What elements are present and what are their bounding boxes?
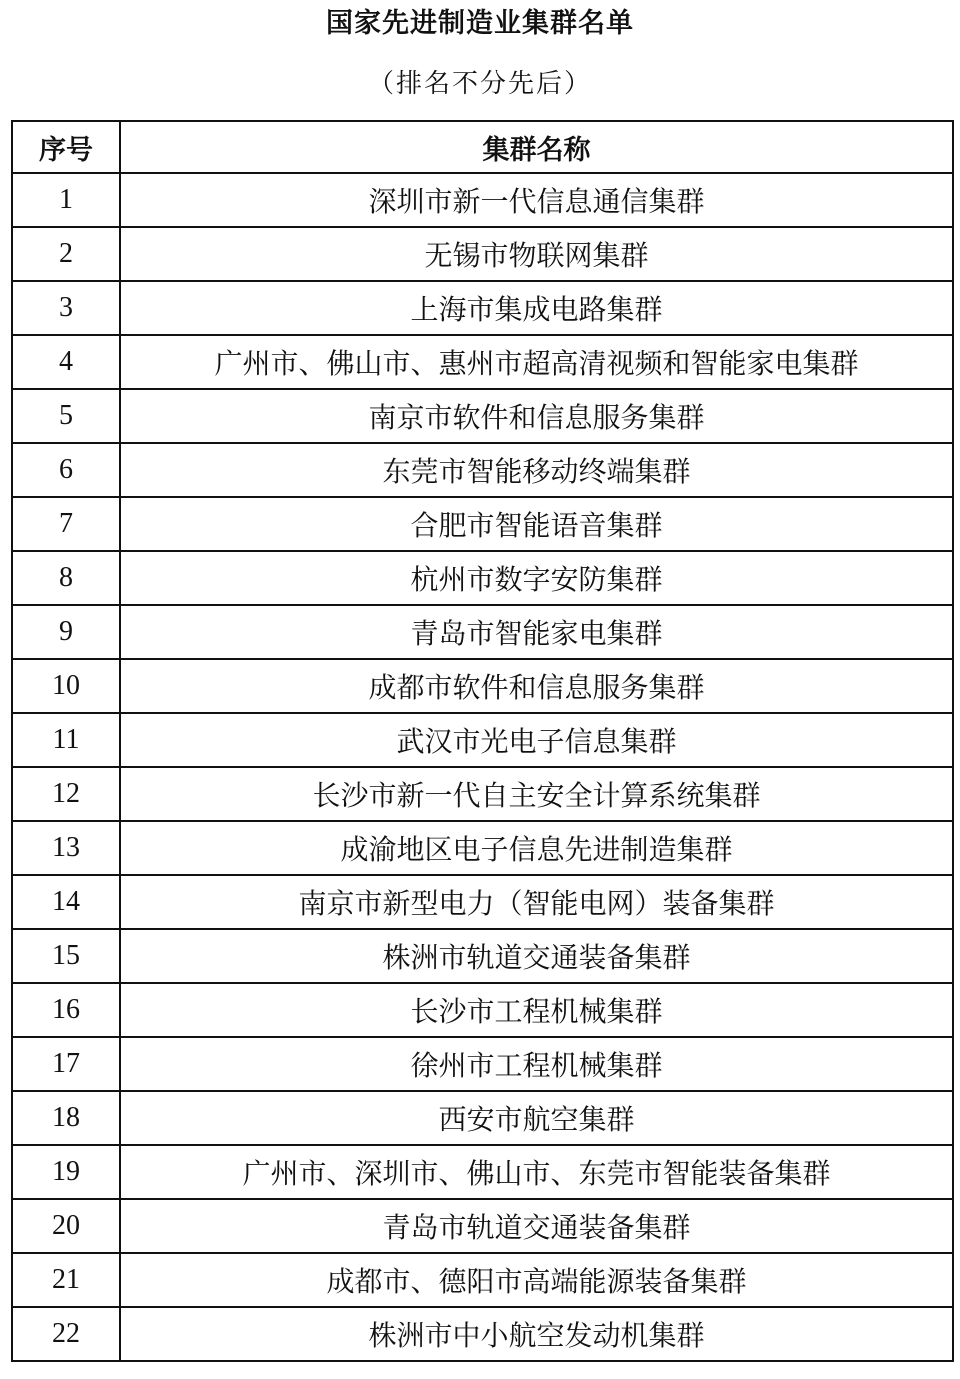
table-row (12, 659, 953, 713)
table-row (12, 389, 953, 443)
row-seq: 9 (12, 605, 120, 659)
table-row (12, 1199, 953, 1253)
row-seq: 16 (12, 983, 120, 1037)
row-cluster-name: 东莞市智能移动终端集群 (120, 443, 953, 497)
table-row (12, 173, 953, 227)
table-row (12, 605, 953, 659)
row-cluster-name: 无锡市物联网集群 (120, 227, 953, 281)
row-seq: 2 (12, 227, 120, 281)
table-row (12, 1253, 953, 1307)
row-cluster-name: 西安市航空集群 (120, 1091, 953, 1145)
table-row (12, 1091, 953, 1145)
row-seq: 1 (12, 173, 120, 227)
row-cluster-name: 上海市集成电路集群 (120, 281, 953, 335)
table-row (12, 443, 953, 497)
header-seq: 序号 (12, 121, 120, 173)
row-cluster-name: 武汉市光电子信息集群 (120, 713, 953, 767)
table-row (12, 227, 953, 281)
header-cluster-name: 集群名称 (120, 121, 953, 173)
row-seq: 7 (12, 497, 120, 551)
row-seq: 22 (12, 1307, 120, 1361)
document-subtitle: （排名不分先后） (367, 69, 592, 99)
table-row (12, 821, 953, 875)
table-row (12, 281, 953, 335)
row-seq: 19 (12, 1145, 120, 1199)
document-title: 国家先进制造业集群名单 (326, 8, 634, 39)
cluster-list-table (11, 120, 954, 1362)
table-row (12, 929, 953, 983)
row-seq: 18 (12, 1091, 120, 1145)
row-cluster-name: 南京市软件和信息服务集群 (120, 389, 953, 443)
row-cluster-name: 青岛市智能家电集群 (120, 605, 953, 659)
table-row (12, 335, 953, 389)
row-cluster-name: 徐州市工程机械集群 (120, 1037, 953, 1091)
row-seq: 8 (12, 551, 120, 605)
row-cluster-name: 青岛市轨道交通装备集群 (120, 1199, 953, 1253)
row-seq: 3 (12, 281, 120, 335)
table-row (12, 1037, 953, 1091)
table-row (12, 1145, 953, 1199)
row-cluster-name: 成都市软件和信息服务集群 (120, 659, 953, 713)
row-seq: 13 (12, 821, 120, 875)
row-cluster-name: 杭州市数字安防集群 (120, 551, 953, 605)
table-row (12, 497, 953, 551)
row-cluster-name: 广州市、佛山市、惠州市超高清视频和智能家电集群 (120, 335, 953, 389)
table-header-row (12, 121, 953, 173)
table-row (12, 983, 953, 1037)
row-seq: 17 (12, 1037, 120, 1091)
row-cluster-name: 长沙市新一代自主安全计算系统集群 (120, 767, 953, 821)
row-cluster-name: 成都市、德阳市高端能源装备集群 (120, 1253, 953, 1307)
row-seq: 4 (12, 335, 120, 389)
row-seq: 11 (12, 713, 120, 767)
row-seq: 5 (12, 389, 120, 443)
row-seq: 10 (12, 659, 120, 713)
table-row (12, 1307, 953, 1361)
table-row (12, 875, 953, 929)
row-cluster-name: 株洲市轨道交通装备集群 (120, 929, 953, 983)
row-cluster-name: 株洲市中小航空发动机集群 (120, 1307, 953, 1361)
row-seq: 6 (12, 443, 120, 497)
table-row (12, 551, 953, 605)
row-seq: 15 (12, 929, 120, 983)
row-cluster-name: 合肥市智能语音集群 (120, 497, 953, 551)
row-cluster-name: 深圳市新一代信息通信集群 (120, 173, 953, 227)
row-seq: 21 (12, 1253, 120, 1307)
row-seq: 20 (12, 1199, 120, 1253)
row-seq: 14 (12, 875, 120, 929)
row-cluster-name: 长沙市工程机械集群 (120, 983, 953, 1037)
row-cluster-name: 成渝地区电子信息先进制造集群 (120, 821, 953, 875)
row-cluster-name: 南京市新型电力（智能电网）装备集群 (120, 875, 953, 929)
table-row (12, 767, 953, 821)
row-cluster-name: 广州市、深圳市、佛山市、东莞市智能装备集群 (120, 1145, 953, 1199)
row-seq: 12 (12, 767, 120, 821)
table-row (12, 713, 953, 767)
